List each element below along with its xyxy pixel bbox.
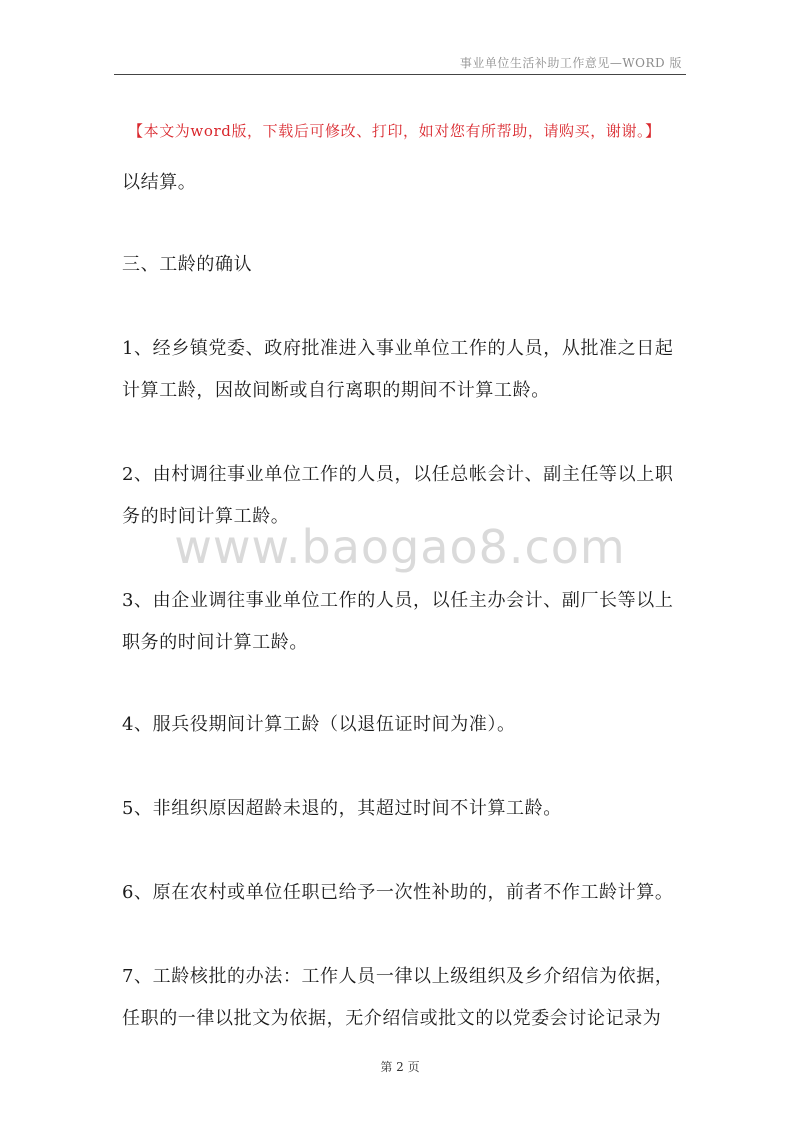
section-heading-seniority: 三、工龄的确认: [122, 254, 253, 275]
paragraph-item-3: 3、由企业调往事业单位工作的人员，以任主办会计、副厂长等以上职务的时间计算工龄。: [122, 590, 674, 653]
header-rule: [114, 74, 686, 75]
paragraph-item-6: 6、原在农村或单位任职已给予一次性补助的，前者不作工龄计算。: [122, 882, 674, 903]
paragraph-continuation: 以结算。: [122, 172, 197, 193]
page-number: 第 2 页: [380, 1060, 420, 1074]
purchase-notice: 【本文为word版，下载后可修改、打印，如对您有所帮助，请购买，谢谢。】: [128, 122, 661, 140]
paragraph-item-4: 4、服兵役期间计算工龄（以退伍证时间为准）。: [122, 714, 516, 735]
watermark-text: www.baogao8.com: [174, 520, 626, 574]
paragraph-item-7: 7、工龄核批的办法：工作人员一律以上级组织及乡介绍信为依据，任职的一律以批文为依据，无介绍信或批文的以党委会讨论记录为: [122, 966, 674, 1029]
paragraph-item-5: 5、非组织原因超龄未退的，其超过时间不计算工龄。: [122, 798, 562, 819]
header-title: 事业单位生活补助工作意见—WORD 版: [459, 56, 682, 70]
paragraph-item-1: 1、经乡镇党委、政府批准进入事业单位工作的人员，从批准之日起计算工龄，因故间断或自行离职的期间不计算工龄。: [122, 338, 674, 401]
paragraph-item-2: 2、由村调往事业单位工作的人员，以任总帐会计、副主任等以上职务的时间计算工龄。: [122, 464, 674, 527]
